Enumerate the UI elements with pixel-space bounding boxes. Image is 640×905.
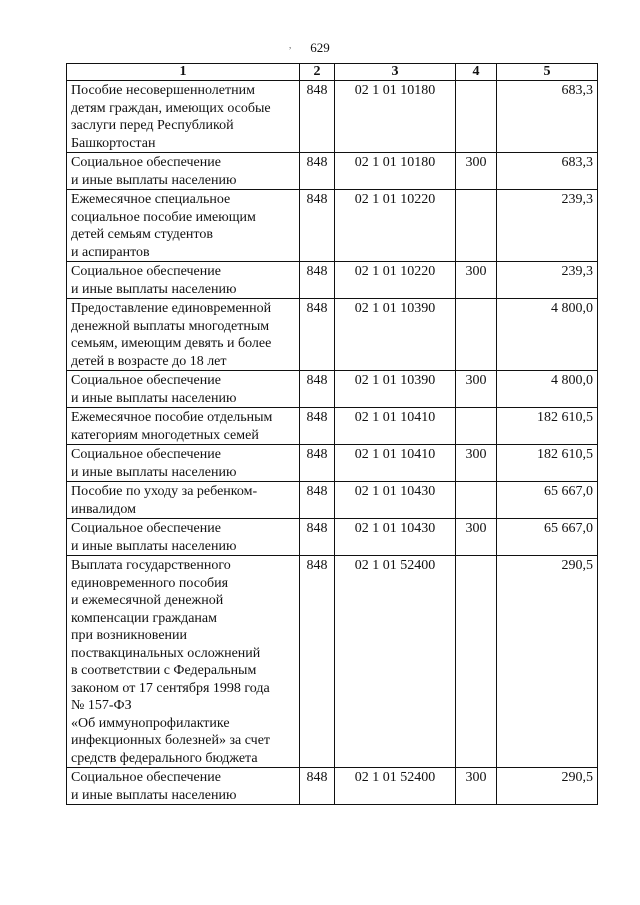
table-row xyxy=(67,190,598,262)
row-amount-cell: 239,3 xyxy=(497,190,598,262)
row-name-line: Выплата государственного xyxy=(71,558,231,573)
row-name-line: и иные выплаты населению xyxy=(71,172,237,188)
row-article-cell: 02 1 01 52400 xyxy=(335,556,456,768)
row-article-cell: 02 1 01 10390 xyxy=(335,299,456,371)
row-type-cell xyxy=(456,299,497,371)
header-col-5: 5 xyxy=(497,64,598,81)
table-row xyxy=(67,408,598,445)
row-amount-cell: 65 667,0 xyxy=(497,482,598,519)
row-name-cell xyxy=(67,556,300,768)
row-article-cell: 02 1 01 10180 xyxy=(335,81,456,153)
row-code-cell: 848 xyxy=(300,81,335,153)
row-name-line: и иные выплаты населению xyxy=(71,281,237,297)
page-number: 629 xyxy=(310,40,330,55)
row-code-cell: 848 xyxy=(300,262,335,299)
row-name-line: при возникновении xyxy=(71,628,188,643)
row-code-cell: 848 xyxy=(300,299,335,371)
row-name-line: и иные выплаты населению xyxy=(71,464,237,480)
row-amount-cell: 65 667,0 xyxy=(497,519,598,556)
table-row xyxy=(67,768,598,805)
row-name-line: средств федерального бюджета xyxy=(71,750,258,766)
row-type-cell: 300 xyxy=(456,153,497,190)
row-type-cell: 300 xyxy=(456,371,497,408)
row-amount-cell: 683,3 xyxy=(497,153,598,190)
row-name-line: «Об иммунопрофилактике xyxy=(71,715,230,731)
row-name-line: и ежемесячной денежной xyxy=(71,593,224,608)
row-name-line: компенсации гражданам xyxy=(71,610,217,626)
row-article-cell: 02 1 01 10430 xyxy=(335,519,456,556)
row-name-line: семьям, имеющим девять и более xyxy=(71,336,272,351)
row-name-line: единовременного пособия xyxy=(71,575,229,591)
row-amount-cell: 683,3 xyxy=(497,81,598,153)
row-type-cell xyxy=(456,556,497,768)
row-name-line: Предоставление единовременной xyxy=(71,301,272,316)
table-row xyxy=(67,519,598,556)
table-row xyxy=(67,371,598,408)
row-type-cell xyxy=(456,482,497,519)
row-article-cell: 02 1 01 10180 xyxy=(335,153,456,190)
row-name-line: Пособие по уходу за ребенком- xyxy=(71,484,258,499)
row-name-line: поствакцинальных осложнений xyxy=(71,645,261,661)
row-code-cell: 848 xyxy=(300,153,335,190)
header-col-2: 2 xyxy=(300,64,335,81)
table-row xyxy=(67,153,598,190)
row-article-cell: 02 1 01 10410 xyxy=(335,408,456,445)
row-name-line: Социальное обеспечение xyxy=(71,155,221,170)
row-name-line: в соответствии с Федеральным xyxy=(71,663,257,678)
table-header-row xyxy=(67,64,598,81)
row-code-cell: 848 xyxy=(300,482,335,519)
row-name-cell xyxy=(67,408,300,445)
row-name-line: детям граждан, имеющих особые xyxy=(71,100,271,116)
row-article-cell: 02 1 01 10220 xyxy=(335,262,456,299)
row-type-cell xyxy=(456,408,497,445)
row-article-cell: 02 1 01 10430 xyxy=(335,482,456,519)
row-name-line: заслуги перед Республикой xyxy=(71,118,234,133)
row-type-cell: 300 xyxy=(456,768,497,805)
row-name-line: Пособие несовершеннолетним xyxy=(71,83,255,98)
row-article-cell: 02 1 01 10390 xyxy=(335,371,456,408)
header-col-3: 3 xyxy=(335,64,456,81)
row-name-line: и иные выплаты населению xyxy=(71,538,237,554)
row-type-cell xyxy=(456,190,497,262)
table-row xyxy=(67,556,598,768)
table-row xyxy=(67,445,598,482)
row-code-cell: 848 xyxy=(300,556,335,768)
row-type-cell: 300 xyxy=(456,519,497,556)
table-row xyxy=(67,482,598,519)
row-name-line: № 157-ФЗ xyxy=(71,698,132,713)
row-name-cell xyxy=(67,371,300,408)
row-name-line: и иные выплаты населению xyxy=(71,787,237,803)
row-code-cell: 848 xyxy=(300,371,335,408)
row-name-line: Социальное обеспечение xyxy=(71,447,221,462)
row-article-cell: 02 1 01 10220 xyxy=(335,190,456,262)
row-amount-cell: 182 610,5 xyxy=(497,408,598,445)
row-code-cell: 848 xyxy=(300,768,335,805)
row-name-cell xyxy=(67,190,300,262)
row-name-line: Социальное обеспечение xyxy=(71,373,221,388)
row-name-cell xyxy=(67,299,300,371)
scan-mark: , xyxy=(289,40,292,50)
table-row xyxy=(67,299,598,371)
row-name-cell xyxy=(67,262,300,299)
table-row xyxy=(67,262,598,299)
row-amount-cell: 4 800,0 xyxy=(497,371,598,408)
row-name-line: Социальное обеспечение xyxy=(71,521,221,536)
row-code-cell: 848 xyxy=(300,445,335,482)
row-name-line: инвалидом xyxy=(71,501,136,517)
table-body xyxy=(67,81,598,805)
row-amount-cell: 182 610,5 xyxy=(497,445,598,482)
row-name-cell xyxy=(67,445,300,482)
row-name-line: Ежемесячное пособие отдельным xyxy=(71,410,273,425)
row-code-cell: 848 xyxy=(300,519,335,556)
row-type-cell: 300 xyxy=(456,262,497,299)
row-amount-cell: 239,3 xyxy=(497,262,598,299)
header-col-1: 1 xyxy=(67,64,300,81)
row-name-line: инфекционных болезней» за счет xyxy=(71,733,271,748)
budget-table xyxy=(66,63,598,805)
row-name-line: законом от 17 сентября 1998 года xyxy=(71,680,270,696)
row-name-cell xyxy=(67,153,300,190)
row-name-cell xyxy=(67,81,300,153)
row-name-line: и иные выплаты населению xyxy=(71,390,237,406)
row-code-cell: 848 xyxy=(300,408,335,445)
row-amount-cell: 290,5 xyxy=(497,556,598,768)
header-col-4: 4 xyxy=(456,64,497,81)
row-name-line: денежной выплаты многодетным xyxy=(71,318,270,334)
row-name-line: и аспирантов xyxy=(71,244,150,260)
row-name-line: детей семьям студентов xyxy=(71,227,213,242)
row-name-cell xyxy=(67,768,300,805)
row-amount-cell: 290,5 xyxy=(497,768,598,805)
row-name-line: Ежемесячное специальное xyxy=(71,192,231,207)
row-name-line: Социальное обеспечение xyxy=(71,770,221,785)
row-type-cell: 300 xyxy=(456,445,497,482)
row-name-cell xyxy=(67,482,300,519)
row-name-line: Социальное обеспечение xyxy=(71,264,221,279)
row-name-line: Башкортостан xyxy=(71,135,156,151)
row-article-cell: 02 1 01 52400 xyxy=(335,768,456,805)
table-row xyxy=(67,81,598,153)
row-name-line: категориям многодетных семей xyxy=(71,427,259,443)
row-amount-cell: 4 800,0 xyxy=(497,299,598,371)
row-name-line: детей в возрасте до 18 лет xyxy=(71,353,227,369)
row-article-cell: 02 1 01 10410 xyxy=(335,445,456,482)
row-type-cell xyxy=(456,81,497,153)
row-name-cell xyxy=(67,519,300,556)
row-name-line: социальное пособие имеющим xyxy=(71,209,256,225)
row-code-cell: 848 xyxy=(300,190,335,262)
